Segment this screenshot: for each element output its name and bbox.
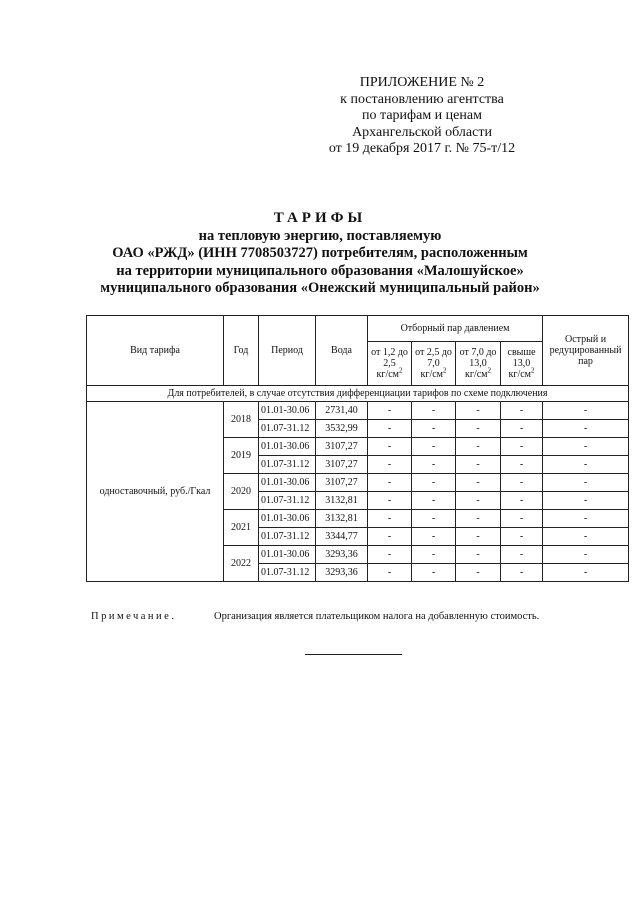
- empty-value-cell: -: [501, 492, 543, 510]
- empty-value-cell: -: [501, 546, 543, 564]
- empty-value-cell: -: [412, 564, 456, 582]
- appendix-block: [292, 75, 552, 158]
- empty-value-cell: -: [543, 564, 629, 582]
- note: [91, 611, 540, 622]
- header-pressure-2: от 2,5 до 7,0 $кг/см^2$: [412, 342, 456, 386]
- header-period: Период: [259, 316, 316, 386]
- empty-value-cell: -: [456, 546, 501, 564]
- empty-value-cell: -: [543, 420, 629, 438]
- heading-line: муниципального образования «Онежский муниципальный район»: [100, 280, 540, 296]
- empty-value-cell: -: [501, 474, 543, 492]
- header-pressure-4: свыше 13,0 $кг/см^2$: [501, 342, 543, 386]
- empty-value-cell: -: [501, 528, 543, 546]
- tariff-type-cell: одноставочный, руб./Гкал: [87, 402, 224, 582]
- water-value-cell: 3293,36: [316, 564, 368, 582]
- empty-value-cell: -: [368, 528, 412, 546]
- empty-value-cell: -: [412, 492, 456, 510]
- document-title: ТАРИФЫ: [273, 210, 367, 226]
- water-value-cell: 3107,27: [316, 474, 368, 492]
- note-label: Примечание.: [91, 611, 177, 622]
- empty-value-cell: -: [368, 420, 412, 438]
- empty-value-cell: -: [368, 510, 412, 528]
- period-cell: 01.01-30.06: [259, 438, 316, 456]
- empty-value-cell: -: [412, 528, 456, 546]
- water-value-cell: 3532,99: [316, 420, 368, 438]
- period-cell: 01.01-30.06: [259, 510, 316, 528]
- empty-value-cell: -: [456, 492, 501, 510]
- empty-value-cell: -: [501, 510, 543, 528]
- empty-value-cell: -: [543, 402, 629, 420]
- water-value-cell: 3344,77: [316, 528, 368, 546]
- period-cell: 01.07-31.12: [259, 420, 316, 438]
- period-cell: 01.07-31.12: [259, 492, 316, 510]
- empty-value-cell: -: [368, 456, 412, 474]
- empty-value-cell: -: [501, 564, 543, 582]
- empty-value-cell: -: [412, 456, 456, 474]
- separator-line: [305, 654, 402, 655]
- empty-value-cell: -: [412, 474, 456, 492]
- empty-value-cell: -: [456, 474, 501, 492]
- header-year: Год: [224, 316, 259, 386]
- year-cell: 2018: [224, 402, 259, 438]
- period-cell: 01.01-30.06: [259, 402, 316, 420]
- empty-value-cell: -: [501, 402, 543, 420]
- empty-value-cell: -: [543, 474, 629, 492]
- header-pressure-3: от 7,0 до 13,0 $кг/см^2$: [456, 342, 501, 386]
- empty-value-cell: -: [412, 510, 456, 528]
- empty-value-cell: -: [412, 546, 456, 564]
- empty-value-cell: -: [456, 528, 501, 546]
- tariff-table: [86, 315, 629, 582]
- empty-value-cell: -: [501, 420, 543, 438]
- empty-value-cell: -: [456, 510, 501, 528]
- heading-line: ОАО «РЖД» (ИНН 7708503727) потребителям, расположенным: [112, 245, 528, 261]
- empty-value-cell: -: [368, 546, 412, 564]
- period-cell: 01.01-30.06: [259, 474, 316, 492]
- empty-value-cell: -: [543, 456, 629, 474]
- empty-value-cell: -: [456, 438, 501, 456]
- empty-value-cell: -: [543, 510, 629, 528]
- heading-line: на тепловую энергию, поставляемую: [198, 227, 442, 244]
- empty-value-cell: -: [412, 402, 456, 420]
- empty-value-cell: -: [368, 492, 412, 510]
- document-heading: [60, 210, 580, 298]
- empty-value-cell: -: [412, 420, 456, 438]
- note-text: Организация является плательщиком налога на добавленную стоимость.: [214, 611, 540, 622]
- header-sharp-steam: Острый и редуцированный пар: [543, 316, 629, 386]
- table-row: [87, 402, 629, 420]
- empty-value-cell: -: [368, 438, 412, 456]
- empty-value-cell: -: [543, 492, 629, 510]
- empty-value-cell: -: [456, 420, 501, 438]
- empty-value-cell: -: [543, 438, 629, 456]
- appendix-line: Архангельской области: [352, 124, 492, 140]
- empty-value-cell: -: [368, 474, 412, 492]
- appendix-title: ПРИЛОЖЕНИЕ № 2: [359, 75, 485, 90]
- appendix-line: от 19 декабря 2017 г. № 75-т/12: [328, 141, 516, 156]
- water-value-cell: 3107,27: [316, 456, 368, 474]
- empty-value-cell: -: [543, 528, 629, 546]
- empty-value-cell: -: [368, 564, 412, 582]
- period-cell: 01.07-31.12: [259, 456, 316, 474]
- water-value-cell: 3132,81: [316, 510, 368, 528]
- water-value-cell: 3293,36: [316, 546, 368, 564]
- water-value-cell: 3132,81: [316, 492, 368, 510]
- empty-value-cell: -: [456, 456, 501, 474]
- appendix-line: по тарифам и ценам: [362, 108, 482, 123]
- period-cell: 01.07-31.12: [259, 528, 316, 546]
- period-cell: 01.07-31.12: [259, 564, 316, 582]
- heading-line: на территории муниципального образования «Малошуйское»: [116, 262, 524, 279]
- empty-value-cell: -: [368, 402, 412, 420]
- empty-value-cell: -: [501, 456, 543, 474]
- section-row: Для потребителей, в случае отсутствия дифференциации тарифов по схеме подключения: [87, 386, 629, 402]
- appendix-line: к постановлению агентства: [340, 91, 504, 107]
- header-water: Вода: [316, 316, 368, 386]
- header-steam: Отборный пар давлением: [368, 316, 543, 342]
- year-cell: 2020: [224, 474, 259, 510]
- year-cell: 2022: [224, 546, 259, 582]
- header-pressure-1: от 1,2 до 2,5 $кг/см^2$: [368, 342, 412, 386]
- water-value-cell: 2731,40: [316, 402, 368, 420]
- header-tariff-type: Вид тарифа: [87, 316, 224, 386]
- empty-value-cell: -: [456, 564, 501, 582]
- year-cell: 2021: [224, 510, 259, 546]
- period-cell: 01.01-30.06: [259, 546, 316, 564]
- empty-value-cell: -: [456, 402, 501, 420]
- empty-value-cell: -: [543, 546, 629, 564]
- empty-value-cell: -: [412, 438, 456, 456]
- year-cell: 2019: [224, 438, 259, 474]
- empty-value-cell: -: [501, 438, 543, 456]
- water-value-cell: 3107,27: [316, 438, 368, 456]
